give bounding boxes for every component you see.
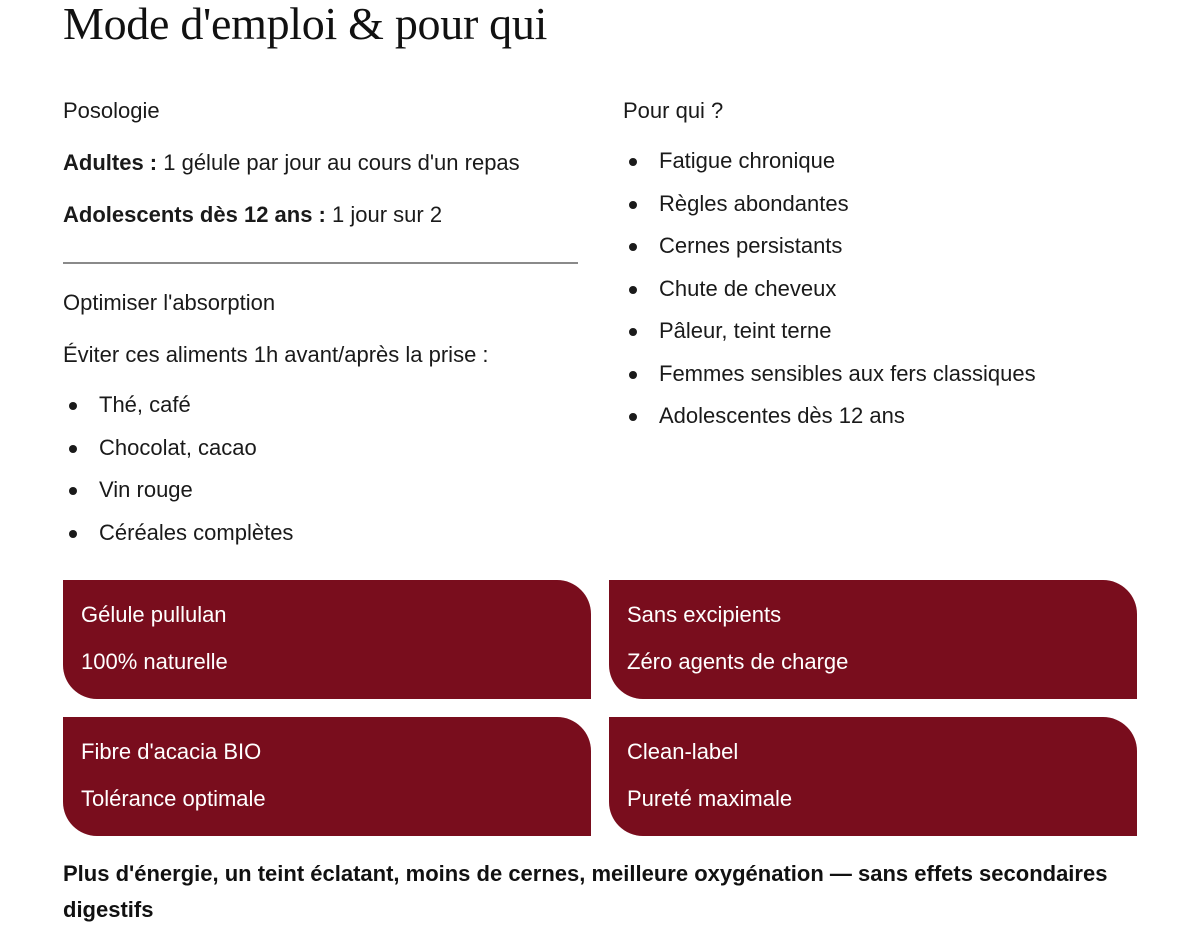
feature-card-acacia [63,717,591,836]
list-item: Thé, café [63,388,578,422]
bullet-icon [629,243,637,251]
card-title: Sans excipients [627,602,782,627]
feature-card-capsule [63,580,591,699]
adults-dosage [63,146,578,180]
card-subtitle: Pureté maximale [627,786,793,811]
list-item: Céréales complètes [63,516,578,550]
posologie-heading: Posologie [63,98,160,123]
bullet-icon [629,201,637,209]
audience-heading: Pour qui ? [623,98,724,123]
avoid-text: Éviter ces aliments 1h avant/après la prise : [63,342,489,367]
bullet-icon [629,371,637,379]
list-item: Chute de cheveux [623,272,1143,306]
adults-label: Adultes : [63,150,158,175]
teens-text: 1 jour sur 2 [325,202,443,227]
bullet-icon [69,445,77,453]
list-item: Pâleur, teint terne [623,314,1143,348]
bullet-icon [629,413,637,421]
page-title: Mode d'emploi & pour qui [63,0,548,49]
card-subtitle: Zéro agents de charge [627,649,849,674]
bullet-icon [629,328,637,336]
avoid-list [63,388,578,550]
feature-card-clean-label [609,717,1137,836]
audience-column [623,94,1143,442]
list-item: Chocolat, cacao [63,431,578,465]
teens-dosage [63,198,578,232]
feature-card-excipients [609,580,1137,699]
bullet-icon [629,158,637,166]
card-subtitle: Tolérance optimale [81,786,266,811]
list-item: Cernes persistants [623,229,1143,263]
section-divider [63,262,578,264]
list-item: Vin rouge [63,473,578,507]
bullet-icon [69,530,77,538]
card-title: Clean-label [627,739,739,764]
bullet-icon [69,487,77,495]
adults-text: 1 gélule par jour au cours d'un repas [157,150,520,175]
usage-column [63,94,578,558]
list-item: Adolescentes dès 12 ans [623,399,1143,433]
benefits-summary: Plus d'énergie, un teint éclatant, moins de cernes, meilleure oxygénation — sans effets secondaires digestifs [63,861,1108,922]
card-title: Gélule pullulan [81,602,227,627]
bullet-icon [629,286,637,294]
absorption-heading: Optimiser l'absorption [63,290,276,315]
list-item: Femmes sensibles aux fers classiques [623,357,1143,391]
list-item: Règles abondantes [623,187,1143,221]
teens-label: Adolescents dès 12 ans : [63,202,326,227]
card-title: Fibre d'acacia BIO [81,739,262,764]
audience-list [623,144,1143,433]
card-subtitle: 100% naturelle [81,649,228,674]
bullet-icon [69,402,77,410]
list-item: Fatigue chronique [623,144,1143,178]
